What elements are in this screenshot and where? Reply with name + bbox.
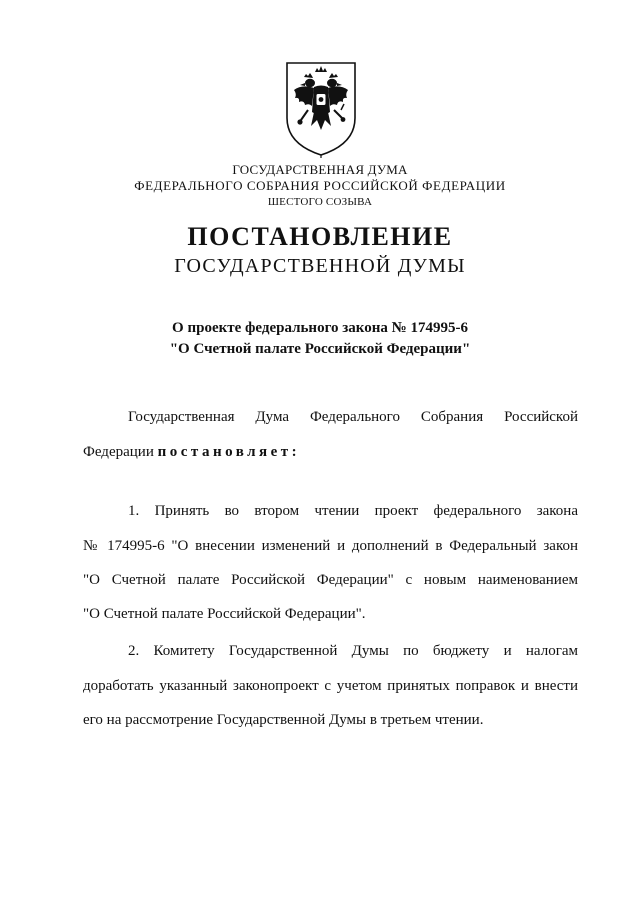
preamble-line-1: Государственная Дума Федерального Собрания Российской bbox=[128, 409, 578, 425]
document-subtitle: ГОСУДАРСТВЕННОЙ ДУМЫ bbox=[174, 255, 466, 277]
preamble-resolves-word: постановляет: bbox=[157, 444, 301, 460]
document-title: ПОСТАНОВЛЕНИЕ bbox=[187, 222, 453, 251]
double-headed-eagle-emblem-icon bbox=[284, 60, 358, 158]
item1-line-2: № 174995-6 "О внесении изменений и дополнений в Федеральный закон bbox=[83, 538, 578, 554]
header-chamber-name: ГОСУДАРСТВЕННАЯ ДУМА bbox=[232, 162, 408, 177]
item2-line-1: 2. Комитету Государственной Думы по бюджету и налогам bbox=[128, 643, 578, 659]
header-assembly-name: ФЕДЕРАЛЬНОГО СОБРАНИЯ РОССИЙСКОЙ ФЕДЕРАЦИИ bbox=[134, 178, 506, 193]
item1-line-4: "О Счетной палате Российской Федерации". bbox=[83, 606, 366, 622]
item2-line-2: доработать указанный законопроект с учетом принятых поправок и внести bbox=[83, 678, 578, 694]
item1-line-3: "О Счетной палате Российской Федерации" с новым наименованием bbox=[83, 572, 578, 588]
header-convocation: ШЕСТОГО СОЗЫВА bbox=[267, 196, 373, 208]
subject-line-1: О проекте федерального закона № 174995-6 bbox=[172, 320, 468, 336]
item1-line-1: 1. Принять во втором чтении проект федерального закона bbox=[128, 503, 578, 519]
subject-line-2: "О Счетной палате Российской Федерации" bbox=[169, 341, 471, 357]
preamble-line-2 bbox=[83, 444, 578, 461]
preamble-federation-word: Федерации bbox=[83, 444, 158, 460]
item2-line-3: его на рассмотрение Государственной Думы в третьем чтении. bbox=[83, 712, 484, 728]
